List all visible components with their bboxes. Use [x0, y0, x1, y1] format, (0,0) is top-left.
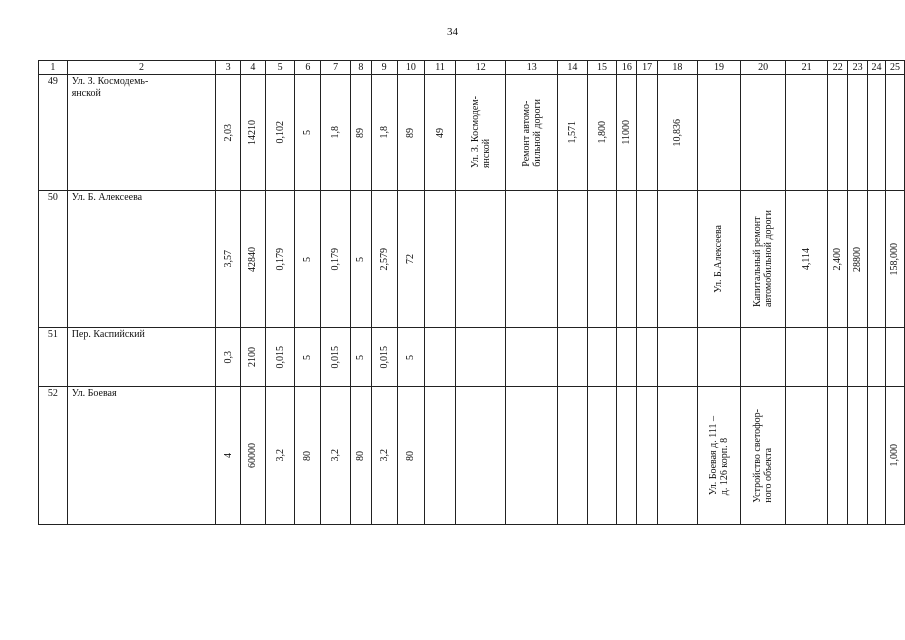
cell-col-7 — [321, 387, 351, 525]
cell-value: 80 — [302, 450, 314, 461]
cell-value: 4 — [222, 453, 234, 458]
cell-value: Ул. Б.Алексеева — [713, 225, 725, 293]
cell-value: 158,000 — [889, 242, 901, 276]
cell-col-18 — [658, 75, 698, 191]
cell-value: Ул. З. Космодем- янской — [469, 96, 492, 169]
cell-value: 0,179 — [330, 247, 342, 271]
cell-col-23 — [848, 387, 868, 525]
cell-col-12 — [455, 328, 506, 387]
cell-col-3 — [216, 328, 241, 387]
cell-col-6 — [295, 328, 321, 387]
cell-col-17 — [637, 328, 658, 387]
cell-col-21 — [785, 75, 827, 191]
cell-col-25 — [885, 328, 904, 387]
cell-col-11 — [425, 75, 456, 191]
cell-col-15 — [587, 191, 617, 328]
page-number: 34 — [447, 26, 458, 38]
header-cell: 9 — [371, 61, 397, 75]
cell-col-11 — [425, 191, 456, 328]
cell-col-13 — [506, 191, 558, 328]
cell-col-22 — [828, 387, 848, 525]
table-row — [39, 387, 905, 525]
header-cell: 13 — [506, 61, 558, 75]
header-cell: 4 — [240, 61, 265, 75]
cell-col-14 — [558, 328, 588, 387]
cell-value: 5 — [302, 130, 314, 135]
cell-col-6 — [295, 191, 321, 328]
cell-col-22 — [828, 75, 848, 191]
cell-col-16 — [617, 328, 637, 387]
data-table — [38, 60, 905, 525]
cell-value: 3,2 — [330, 449, 342, 462]
cell-col-12 — [455, 387, 506, 525]
cell-value: 42840 — [247, 246, 259, 272]
header-cell: 16 — [617, 61, 637, 75]
cell-col-12 — [455, 191, 506, 328]
cell-col-19 — [697, 191, 741, 328]
cell-col-18 — [658, 387, 698, 525]
cell-col-10 — [397, 75, 425, 191]
header-cell: 3 — [216, 61, 241, 75]
cell-col-22 — [828, 191, 848, 328]
cell-value: 89 — [355, 127, 367, 138]
cell-col-16 — [617, 387, 637, 525]
cell-col-10 — [397, 387, 425, 525]
cell-value: 2100 — [247, 347, 259, 367]
table-row — [39, 328, 905, 387]
street-name: Ул. Боевая — [67, 387, 215, 525]
cell-col-25 — [885, 75, 904, 191]
cell-col-17 — [637, 75, 658, 191]
cell-col-4 — [240, 328, 265, 387]
cell-col-15 — [587, 328, 617, 387]
cell-col-18 — [658, 191, 698, 328]
header-cell: 7 — [321, 61, 351, 75]
cell-value: 5 — [302, 354, 314, 360]
cell-value: 14210 — [247, 120, 259, 145]
cell-col-3 — [216, 191, 241, 328]
cell-value: 49 — [434, 127, 446, 138]
cell-col-15 — [587, 75, 617, 191]
row-number: 50 — [39, 191, 68, 328]
cell-col-8 — [350, 387, 371, 525]
street-name: Ул. З. Космодемь- янской — [67, 75, 215, 191]
cell-value: 5 — [302, 256, 314, 262]
cell-col-11 — [425, 328, 456, 387]
header-cell: 1 — [39, 61, 68, 75]
cell-value: 1,800 — [596, 121, 608, 144]
cell-col-23 — [848, 191, 868, 328]
cell-col-7 — [321, 328, 351, 387]
cell-value: 10,836 — [671, 118, 683, 147]
cell-col-9 — [371, 191, 397, 328]
cell-col-5 — [265, 191, 295, 328]
row-number: 51 — [39, 328, 68, 387]
cell-value: Капитальный ремонт автомобильной дороги — [752, 210, 775, 308]
header-cell: 25 — [885, 61, 904, 75]
cell-value: 5 — [355, 256, 367, 262]
cell-col-14 — [558, 387, 588, 525]
header-cell: 11 — [425, 61, 456, 75]
cell-col-21 — [785, 191, 827, 328]
cell-col-15 — [587, 387, 617, 525]
header-cell: 19 — [697, 61, 741, 75]
table-row — [39, 191, 905, 328]
cell-value: 1,571 — [566, 121, 578, 144]
cell-col-3 — [216, 387, 241, 525]
cell-value: 11000 — [621, 120, 633, 145]
cell-col-3 — [216, 75, 241, 191]
cell-col-20 — [741, 75, 786, 191]
cell-col-17 — [637, 191, 658, 328]
cell-col-16 — [617, 75, 637, 191]
header-cell: 23 — [848, 61, 868, 75]
cell-value: 3,2 — [378, 449, 390, 462]
cell-value: 0,015 — [378, 345, 390, 369]
cell-value: 72 — [405, 254, 417, 264]
cell-col-5 — [265, 75, 295, 191]
cell-value: 4,114 — [801, 247, 813, 271]
cell-col-8 — [350, 191, 371, 328]
cell-col-19 — [697, 75, 741, 191]
street-name: Ул. Б. Алексеева — [67, 191, 215, 328]
cell-col-8 — [350, 75, 371, 191]
cell-value: 0,179 — [274, 247, 286, 271]
header-cell: 22 — [828, 61, 848, 75]
cell-value: 60000 — [247, 443, 259, 468]
cell-value: 0,015 — [330, 345, 342, 369]
cell-value: 28800 — [852, 246, 864, 272]
cell-col-22 — [828, 328, 848, 387]
cell-col-9 — [371, 328, 397, 387]
cell-col-8 — [350, 328, 371, 387]
header-cell: 6 — [295, 61, 321, 75]
cell-col-13 — [506, 328, 558, 387]
cell-col-10 — [397, 191, 425, 328]
cell-col-10 — [397, 328, 425, 387]
cell-col-21 — [785, 387, 827, 525]
cell-col-7 — [321, 75, 351, 191]
cell-col-12 — [455, 75, 506, 191]
cell-value: 3,57 — [222, 250, 234, 268]
cell-value: 0,015 — [274, 345, 286, 369]
cell-value: 3,2 — [274, 449, 286, 462]
cell-col-4 — [240, 191, 265, 328]
cell-col-4 — [240, 75, 265, 191]
cell-col-4 — [240, 387, 265, 525]
cell-col-6 — [295, 387, 321, 525]
cell-col-24 — [868, 191, 886, 328]
row-number: 49 — [39, 75, 68, 191]
cell-col-20 — [741, 191, 786, 328]
header-cell: 5 — [265, 61, 295, 75]
cell-value: 80 — [405, 450, 417, 461]
cell-value: 89 — [405, 127, 417, 138]
cell-col-13 — [506, 387, 558, 525]
header-cell: 18 — [658, 61, 698, 75]
cell-value: 1,000 — [889, 444, 901, 467]
cell-col-20 — [741, 328, 786, 387]
cell-value: 0,3 — [222, 350, 234, 364]
cell-col-11 — [425, 387, 456, 525]
cell-col-14 — [558, 75, 588, 191]
header-cell: 14 — [558, 61, 588, 75]
header-cell: 10 — [397, 61, 425, 75]
street-name: Пер. Каспийский — [67, 328, 215, 387]
cell-value: 0,102 — [274, 121, 286, 144]
header-cell: 2 — [67, 61, 215, 75]
cell-col-24 — [868, 387, 886, 525]
header-row — [39, 61, 905, 75]
cell-col-14 — [558, 191, 588, 328]
cell-col-5 — [265, 328, 295, 387]
cell-value: 2,400 — [832, 247, 844, 271]
cell-col-23 — [848, 75, 868, 191]
cell-value: 5 — [405, 354, 417, 360]
cell-col-13 — [506, 75, 558, 191]
header-cell: 12 — [455, 61, 506, 75]
cell-col-24 — [868, 328, 886, 387]
row-number: 52 — [39, 387, 68, 525]
cell-col-20 — [741, 387, 786, 525]
cell-col-21 — [785, 328, 827, 387]
header-cell: 17 — [637, 61, 658, 75]
cell-col-6 — [295, 75, 321, 191]
cell-value: 2,03 — [222, 123, 234, 142]
header-cell: 21 — [785, 61, 827, 75]
cell-col-18 — [658, 328, 698, 387]
cell-col-23 — [848, 328, 868, 387]
cell-col-9 — [371, 75, 397, 191]
cell-value: Устройство светофор- ного объекта — [752, 408, 775, 503]
cell-value: 5 — [355, 354, 367, 360]
cell-value: 1,8 — [330, 126, 342, 139]
cell-col-17 — [637, 387, 658, 525]
header-cell: 20 — [741, 61, 786, 75]
cell-col-9 — [371, 387, 397, 525]
table-row — [39, 75, 905, 191]
cell-col-7 — [321, 191, 351, 328]
cell-col-5 — [265, 387, 295, 525]
cell-value: 80 — [355, 450, 367, 461]
cell-value: Ул. Боевая д. 111 – д. 126 корп. 8 — [707, 415, 730, 496]
header-cell: 24 — [868, 61, 886, 75]
header-cell: 8 — [350, 61, 371, 75]
cell-value: Ремонт автомо- бильной дороги — [520, 98, 543, 167]
cell-value: 2,579 — [378, 247, 390, 271]
cell-col-16 — [617, 191, 637, 328]
cell-col-19 — [697, 387, 741, 525]
cell-col-24 — [868, 75, 886, 191]
cell-col-19 — [697, 328, 741, 387]
header-cell: 15 — [587, 61, 617, 75]
cell-value: 1,8 — [378, 126, 390, 139]
cell-col-25 — [885, 191, 904, 328]
cell-col-25 — [885, 387, 904, 525]
